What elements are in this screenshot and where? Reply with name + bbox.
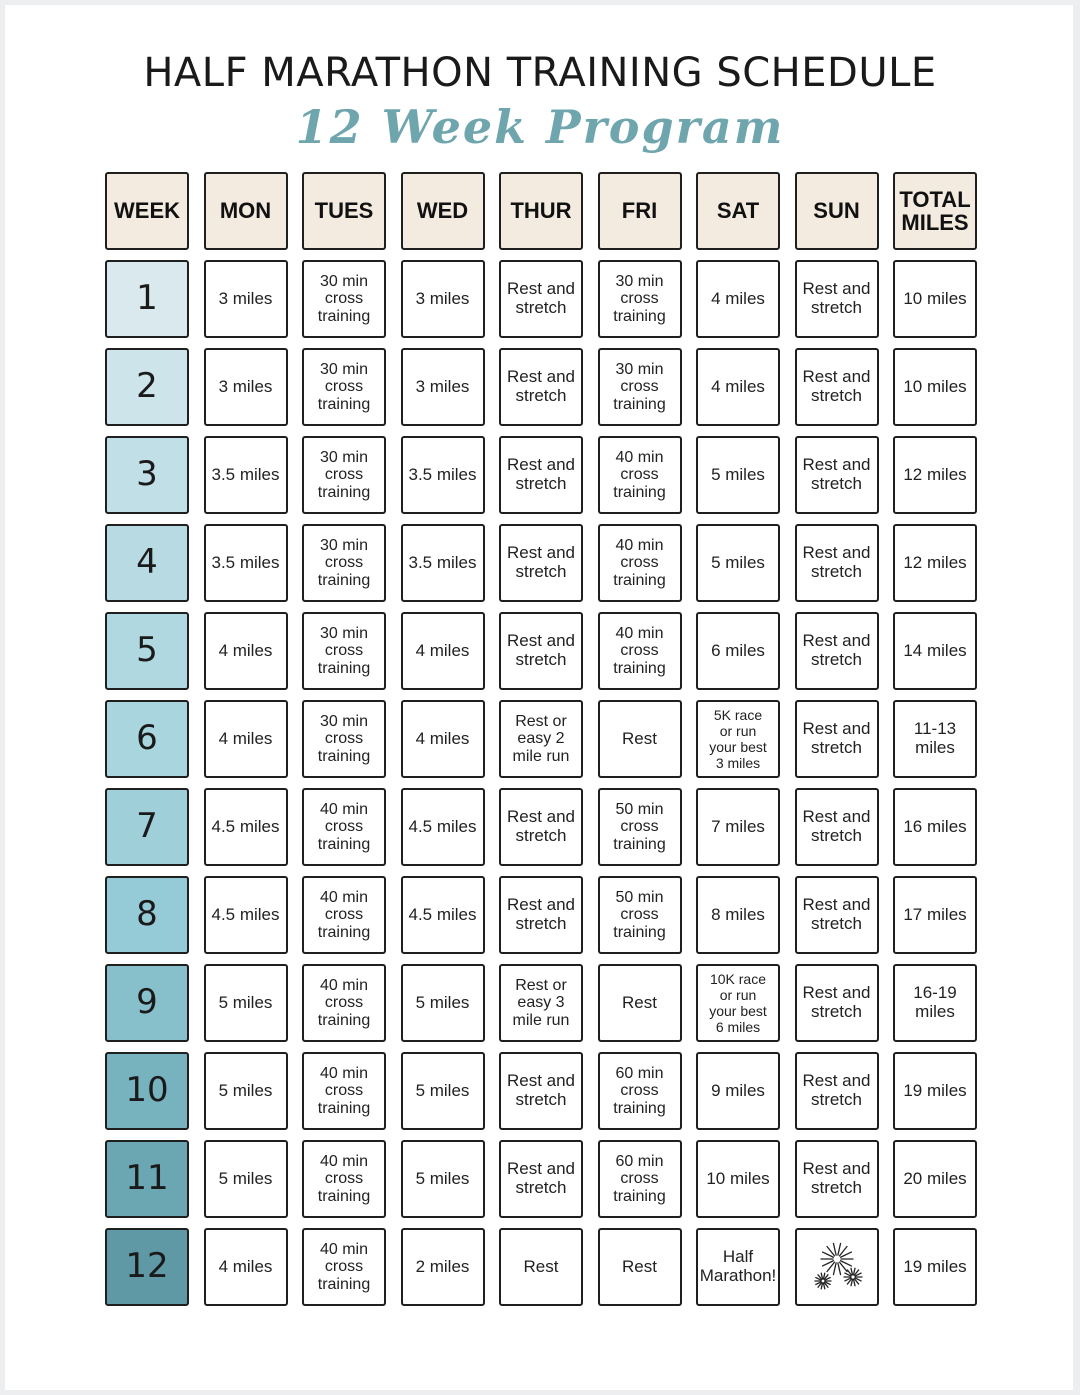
cell-total: 16 miles	[893, 788, 977, 866]
header-fri: FRI	[598, 172, 682, 250]
cell-fri: 50 min cross training	[598, 876, 682, 954]
week-number: 2	[105, 348, 189, 426]
cell-total: 20 miles	[893, 1140, 977, 1218]
cell-mon: 3.5 miles	[204, 436, 288, 514]
cell-thur: Rest and stretch	[499, 788, 583, 866]
week-number: 8	[105, 876, 189, 954]
cell-sat: Half Marathon!	[696, 1228, 780, 1306]
cell-sat: 4 miles	[696, 260, 780, 338]
cell-total: 19 miles	[893, 1228, 977, 1306]
cell-tues: 40 min cross training	[302, 1140, 386, 1218]
header-mon: MON	[204, 172, 288, 250]
cell-total: 10 miles	[893, 260, 977, 338]
cell-sat: 5 miles	[696, 436, 780, 514]
header-week: WEEK	[105, 172, 189, 250]
cell-mon: 4 miles	[204, 1228, 288, 1306]
week-number: 6	[105, 700, 189, 778]
header-wed: WED	[401, 172, 485, 250]
cell-sat: 5 miles	[696, 524, 780, 602]
cell-mon: 3.5 miles	[204, 524, 288, 602]
cell-wed: 5 miles	[401, 1052, 485, 1130]
header-sat: SAT	[696, 172, 780, 250]
cell-thur: Rest and stretch	[499, 348, 583, 426]
cell-thur: Rest or easy 3 mile run	[499, 964, 583, 1042]
cell-wed: 3.5 miles	[401, 436, 485, 514]
cell-mon: 4.5 miles	[204, 788, 288, 866]
cell-tues: 40 min cross training	[302, 876, 386, 954]
cell-mon: 4 miles	[204, 612, 288, 690]
cell-total: 17 miles	[893, 876, 977, 954]
cell-sat: 4 miles	[696, 348, 780, 426]
cell-tues: 40 min cross training	[302, 1052, 386, 1130]
fireworks-icon	[807, 1237, 867, 1297]
cell-sun: Rest and stretch	[795, 1140, 879, 1218]
cell-sun: Rest and stretch	[795, 436, 879, 514]
cell-wed: 3 miles	[401, 260, 485, 338]
page-subtitle: 12 Week Program	[295, 100, 785, 154]
week-number: 1	[105, 260, 189, 338]
cell-fri: 40 min cross training	[598, 436, 682, 514]
week-number: 9	[105, 964, 189, 1042]
cell-thur: Rest and stretch	[499, 524, 583, 602]
schedule-table	[105, 172, 977, 1306]
cell-wed: 4.5 miles	[401, 788, 485, 866]
cell-sun: Rest and stretch	[795, 260, 879, 338]
cell-thur: Rest and stretch	[499, 612, 583, 690]
cell-tues: 30 min cross training	[302, 612, 386, 690]
cell-total: 16-19 miles	[893, 964, 977, 1042]
page-title: HALF MARATHON TRAINING SCHEDULE	[143, 50, 937, 96]
cell-total: 11-13 miles	[893, 700, 977, 778]
cell-thur: Rest and stretch	[499, 876, 583, 954]
cell-thur: Rest	[499, 1228, 583, 1306]
cell-sat: 10 miles	[696, 1140, 780, 1218]
cell-sun-finish	[795, 1228, 879, 1306]
cell-sat: 6 miles	[696, 612, 780, 690]
cell-sun: Rest and stretch	[795, 788, 879, 866]
cell-total: 12 miles	[893, 436, 977, 514]
week-number: 3	[105, 436, 189, 514]
cell-total: 10 miles	[893, 348, 977, 426]
week-number: 5	[105, 612, 189, 690]
cell-thur: Rest and stretch	[499, 1052, 583, 1130]
cell-sun: Rest and stretch	[795, 1052, 879, 1130]
cell-tues: 40 min cross training	[302, 964, 386, 1042]
header-total: TOTAL MILES	[893, 172, 977, 250]
cell-wed: 5 miles	[401, 1140, 485, 1218]
cell-fri: 60 min cross training	[598, 1140, 682, 1218]
cell-wed: 4 miles	[401, 612, 485, 690]
header-thur: THUR	[499, 172, 583, 250]
cell-mon: 4 miles	[204, 700, 288, 778]
cell-sun: Rest and stretch	[795, 348, 879, 426]
header-sun: SUN	[795, 172, 879, 250]
cell-tues: 30 min cross training	[302, 348, 386, 426]
cell-mon: 5 miles	[204, 1140, 288, 1218]
cell-tues: 30 min cross training	[302, 700, 386, 778]
cell-fri: 30 min cross training	[598, 348, 682, 426]
week-number: 12	[105, 1228, 189, 1306]
cell-wed: 3.5 miles	[401, 524, 485, 602]
cell-fri: Rest	[598, 1228, 682, 1306]
cell-fri: 30 min cross training	[598, 260, 682, 338]
cell-total: 12 miles	[893, 524, 977, 602]
cell-mon: 4.5 miles	[204, 876, 288, 954]
cell-wed: 5 miles	[401, 964, 485, 1042]
cell-total: 14 miles	[893, 612, 977, 690]
cell-tues: 30 min cross training	[302, 260, 386, 338]
cell-thur: Rest and stretch	[499, 436, 583, 514]
cell-wed: 4 miles	[401, 700, 485, 778]
cell-mon: 5 miles	[204, 1052, 288, 1130]
cell-sun: Rest and stretch	[795, 524, 879, 602]
cell-fri: 40 min cross training	[598, 612, 682, 690]
cell-mon: 3 miles	[204, 348, 288, 426]
week-number: 10	[105, 1052, 189, 1130]
cell-tues: 30 min cross training	[302, 524, 386, 602]
cell-thur: Rest or easy 2 mile run	[499, 700, 583, 778]
cell-sat: 5K race or run your best 3 miles	[696, 700, 780, 778]
cell-sun: Rest and stretch	[795, 700, 879, 778]
cell-wed: 2 miles	[401, 1228, 485, 1306]
cell-tues: 30 min cross training	[302, 436, 386, 514]
cell-thur: Rest and stretch	[499, 1140, 583, 1218]
cell-total: 19 miles	[893, 1052, 977, 1130]
cell-fri: Rest	[598, 964, 682, 1042]
cell-sun: Rest and stretch	[795, 612, 879, 690]
cell-mon: 3 miles	[204, 260, 288, 338]
cell-tues: 40 min cross training	[302, 788, 386, 866]
cell-sun: Rest and stretch	[795, 876, 879, 954]
header-tues: TUES	[302, 172, 386, 250]
cell-fri: 50 min cross training	[598, 788, 682, 866]
week-number: 11	[105, 1140, 189, 1218]
cell-sun: Rest and stretch	[795, 964, 879, 1042]
cell-sat: 9 miles	[696, 1052, 780, 1130]
cell-wed: 4.5 miles	[401, 876, 485, 954]
cell-fri: 40 min cross training	[598, 524, 682, 602]
cell-fri: 60 min cross training	[598, 1052, 682, 1130]
week-number: 4	[105, 524, 189, 602]
cell-sat: 10K race or run your best 6 miles	[696, 964, 780, 1042]
cell-tues: 40 min cross training	[302, 1228, 386, 1306]
cell-fri: Rest	[598, 700, 682, 778]
cell-thur: Rest and stretch	[499, 260, 583, 338]
week-number: 7	[105, 788, 189, 866]
cell-sat: 7 miles	[696, 788, 780, 866]
cell-mon: 5 miles	[204, 964, 288, 1042]
cell-wed: 3 miles	[401, 348, 485, 426]
cell-sat: 8 miles	[696, 876, 780, 954]
